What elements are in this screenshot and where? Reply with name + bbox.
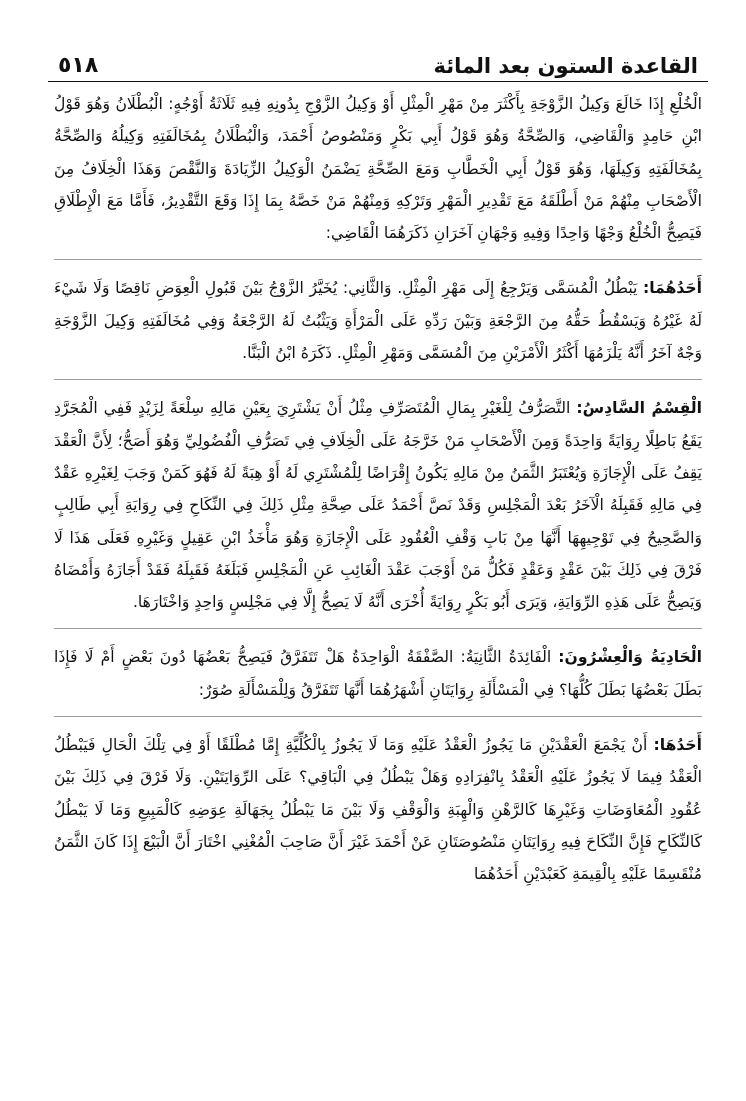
paragraph-text: الْفَائِدَةُ الثَّانِيَةُ: الصَّفْقَةُ الْوَاحِدَةُ هَلْ تَتَفَرَّقُ فَيَصِحُّ بَعْضُهَا دُونَ بَعْضٍ أَمْ لَا فَإِذَا بَطَلَ بَعْضُهَا بَطَلَ كُلُّهَا؟ فِي الْمَسْأَلَةِ رِوَايَتَانِ أَشْهَرُهُمَا أَنَّهَا تَتَفَرَّقُ وَلِلْمَسْأَلَةِ صُوَرٌ: [54, 648, 702, 699]
paragraph-text: الْخُلْعِ إِذَا خَالَعَ وَكِيلُ الزَّوْجَةِ بِأَكْثَرَ مِنْ مَهْرِ الْمِثْلِ أَوْ وَكِيلُ الزَّوْجِ بِدُونِهِ فِيهِ ثَلَاثَةُ أَوْجُهٍ: الْبُطْلَانُ وَهُوَ قَوْلُ ابْنِ حَامِدٍ وَالْقَاضِي، وَالصِّحَّةُ وَهُوَ قَوْلُ أَبِي بَكْرٍ وَمَنْصُوصُ أَحْمَدَ، وَالْبُطْلَانُ بِمُخَالَفَتِهِ وَكِيلُهُ وَالصِّحَّةُ بِمُخَالَفَتِهِ وَكِيلَهَا، وَهُوَ قَوْلُ أَبِي الْخَطَّابِ وَمَعَ الصِّحَّةِ يَضْمَنُ الْوَكِيلُ الزِّيَادَةَ وَالنَّقْصَ وَهَذَا الْخِلَافُ مِنَ الْأَصْحَابِ مِنْهُمْ مَنْ أَطْلَقَهُ مَعَ تَقْدِيرِ الْمَهْرِ وَتَرْكِهِ وَمِنْهُمْ مَنْ خَصَّهُ بِمَا إِذَا وَقَعَ التَّقْدِيرُ، فَأَمَّا مَعَ الْإِطْلَاقِ فَيَصِحُّ الْخُلْعُ وَجْهًا وَاحِدًا وَفِيهِ وَجْهَانِ آخَرَانِ ذَكَرَهُمَا الْقَاضِي: [54, 95, 702, 243]
paragraph-divider [54, 379, 702, 380]
paragraph-text: يَبْطُلُ الْمُسَمَّى وَيَرْجِعُ إِلَى مَهْرِ الْمِثْلِ. وَالثَّانِي: يُخَيَّرُ الزَّوْجُ بَيْنَ قَبُولِ الْعِوَضِ نَاقِصًا وَلَا شَيْءَ لَهُ غَيْرُهُ وَيَسْقُطُ حَقُّهُ مِنَ الرَّجْعَةِ وَبَيْنَ رَدِّهِ عَلَى الْمَرْأَةِ وَيَثْبُتُ لَهُ الرَّجْعَةُ وَفِي مُخَالَفَتِهِ وَكِيلَ الزَّوْجَةِ وَجْهٌ آخَرُ أَنَّهُ يَلْزَمُهَا أَكْثَرُ الْأَمْرَيْنِ مِنَ الْمُسَمَّى وَمَهْرِ الْمِثْلِ. ذَكَرَهُ ابْنُ الْبَنَّا. [54, 279, 702, 363]
page-header [48, 40, 708, 82]
paragraph-2 [54, 262, 702, 377]
paragraph-5 [54, 719, 702, 898]
paragraph-divider [54, 628, 702, 629]
paragraph-lead: أَحَدُهُمَا: [643, 279, 702, 298]
paragraph-lead: أَحَدُهَا: [653, 736, 702, 755]
paragraph-lead: الْقِسْمُ السَّادِسُ: [576, 399, 702, 418]
page-number: ٥١٨ [58, 53, 99, 78]
page-body [48, 82, 708, 899]
paragraph-text: أَنْ يَجْمَعَ الْعَقْدَيْنِ مَا يَجُوزُ الْعَقْدُ عَلَيْهِ وَمَا لَا يَجُوزُ بِالْكُلِّيَّةِ إِمَّا مُطْلَقًا أَوْ فِي تِلْكَ الْحَالِ فَيَبْطُلُ الْعَقْدُ فِيمَا لَا يَجُوزُ عَلَيْهِ الْعَقْدُ بِانْفِرَادِهِ وَهَلْ يَبْطُلُ فِي الْبَاقِي؟ عَلَى الرِّوَايَتَيْنِ. وَلَا فَرْقَ فِي ذَلِكَ بَيْنَ عُقُودِ الْمُعَاوَضَاتِ وَغَيْرِهَا كَالرَّهْنِ وَالْهِبَةِ وَالْوَقْفِ وَلَا بَيْنَ مَا يَبْطُلُ بِجَهَالَةِ عِوَضِهِ كَالْمَبِيعِ وَمَا لَا يَبْطُلُ كَالنِّكَاحِ فَإِنَّ النِّكَاحَ فِيهِ رِوَايَتَانِ مَنْصُوصَتَانِ عَنْ أَحْمَدَ غَيْرَ أَنَّ صَاحِبَ الْمُغْنِي اخْتَارَ أَنَّ الْبَيْعَ إِذَا كَانَ الثَّمَنُ مُنْقَسِمًا عَلَيْهِ بِالْقِيمَةِ كَعَبْدَيْنِ أَحَدُهُمَا [54, 736, 702, 884]
running-title: القاعدة الستون بعد المائة [433, 54, 698, 78]
paragraph-4 [54, 631, 702, 714]
paragraph-3 [54, 382, 702, 626]
book-page [48, 40, 708, 1080]
paragraph-text: التَّصَرُّفُ لِلْغَيْرِ بِمَالِ الْمُتَصَرِّفِ مِثْلُ أَنْ يَشْتَرِيَ بِعَيْنِ مَالِهِ سِلْعَةً لِزَيْدٍ فَفِي الْمُجَرَّدِ يَقَعُ بَاطِلًا رِوَايَةً وَاحِدَةً وَمِنَ الْأَصْحَابِ مَنْ خَرَّجَهُ عَلَى الْخِلَافِ فِي تَصَرُّفِ الْفُضُولِيِّ وَهُوَ أَصَحُّ؛ لِأَنَّ الْعَقْدَ يَقِفُ عَلَى الْإِجَازَةِ وَيُعْتَبَرُ الثَّمَنُ مِنْ مَالِهِ يَكُونُ إِقْرَاضًا لِلْمُشْتَرِي لَهُ أَوْ هِبَةً لَهُ فَهُوَ كَمَنْ وَجَبَ لِغَيْرِهِ عَقْدٌ فِي مَالِهِ فَقَبِلَهُ الْآخَرُ بَعْدَ الْمَجْلِسِ وَقَدْ نَصَّ أَحْمَدُ عَلَى صِحَّةِ مِثْلِ ذَلِكَ فِي النِّكَاحِ فِي رِوَايَةِ أَبِي طَالِبٍ وَالصَّحِيحُ فِي تَوْجِيهِهَا أَنَّهَا مِنْ بَابِ وَقْفِ الْعُقُودِ عَلَى الْإِجَازَةِ وَهُوَ مَأْخَذُ ابْنِ عَقِيلٍ وَغَيْرِهِ فَعَلَى هَذَا لَا فَرْقَ فِي ذَلِكَ بَيْنَ عَقْدٍ وَعَقْدٍ فَكُلُّ مَنْ أَوْجَبَ عَقْدَ الْغَائِبِ عَنِ الْمَجْلِسِ فَبَلَغَهُ فَقَبِلَهُ فَقَدْ أَجَازَهُ وَأَمْضَاهُ وَيَصِحُّ عَلَى هَذِهِ الرِّوَايَةِ، وَيَرَى أَبُو بَكْرٍ رِوَايَةً أُخْرَى أَنَّهُ لَا يَصِحُّ إِلَّا فِي مَجْلِسٍ وَاحِدٍ وَاخْتَارَهَا. [54, 399, 702, 612]
paragraph-divider [54, 259, 702, 260]
paragraph-lead: الْحَادِيَةُ وَالْعِشْرُونَ: [558, 648, 702, 667]
paragraph-divider [54, 716, 702, 717]
paragraph-1 [54, 82, 702, 257]
